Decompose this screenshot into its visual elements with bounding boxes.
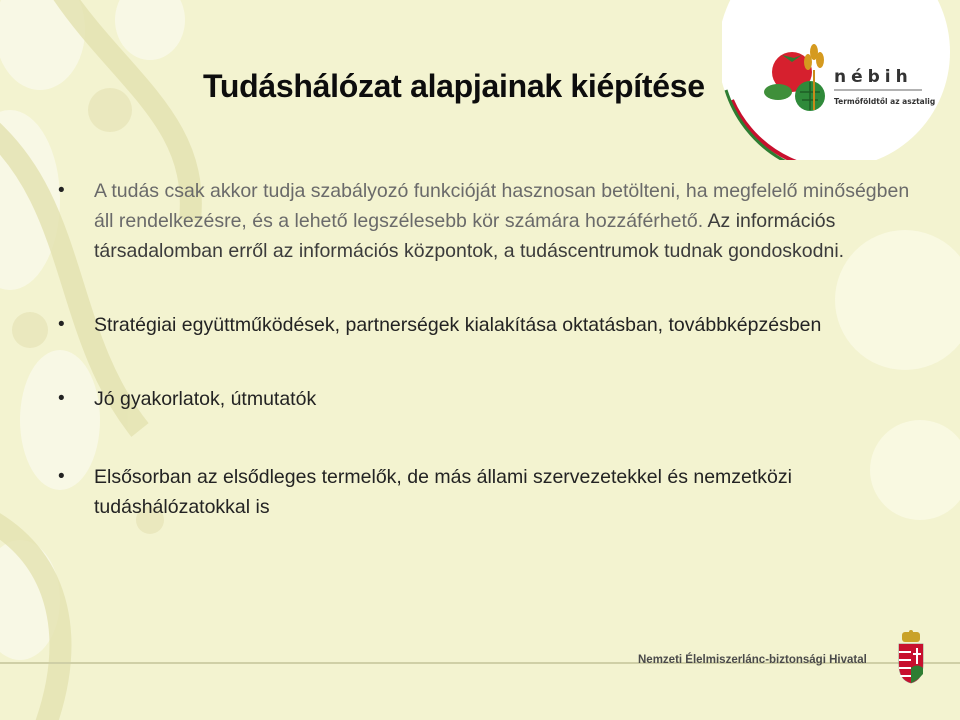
bullet-text-muted: A tudás csak akkor tudja szabályozó funkcióját hasznosan betölteni, ha megfelelő minőségben áll rendelkezésre, és a lehető legszélesebb kör számára hozzáférhető. <box>94 180 910 232</box>
bullet-item: • Elsősorban az elsődleges termelők, de más állami szervezetekkel és nemzetközi tudáshálózatokkal is <box>58 462 918 522</box>
bullet-item: • Stratégiai együttműködések, partnerségek kialakítása oktatásban, továbbképzésben <box>58 310 918 340</box>
footer-org-name: Nemzeti Élelmiszerlánc-biztonsági Hivatal <box>638 654 867 666</box>
logo-name: nébih <box>834 67 913 87</box>
bullet-list <box>58 176 918 522</box>
coat-of-arms-icon <box>896 630 926 684</box>
logo-graphic <box>722 0 960 160</box>
slide-title: Tudáshálózat alapjainak kiépítése <box>203 68 705 104</box>
bullet-text: Az információs társadalomban erről az információs központok, a tudáscentrumok tudnak gondoskodni. <box>94 210 845 262</box>
bullet-item: • Jó gyakorlatok, útmutatók <box>58 384 918 414</box>
nebih-logo <box>722 0 960 160</box>
bullet-item <box>58 176 918 266</box>
logo-tagline: Termőföldtől az asztalig <box>834 97 936 106</box>
